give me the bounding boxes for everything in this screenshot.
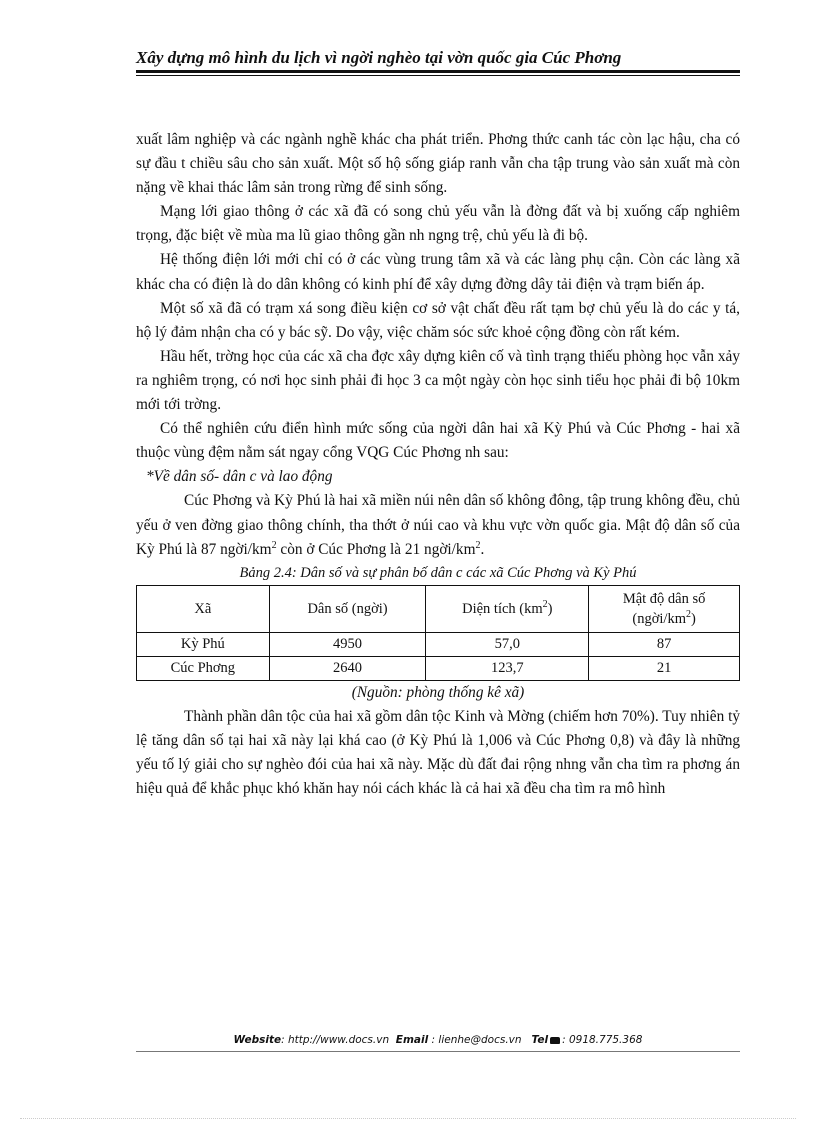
footer-tel-label: Tel bbox=[531, 1034, 549, 1046]
population-text-before: Cúc Phơng và Kỳ Phú là hai xã miền núi nên dân số không đông, tập trung không đều, chủ yếu ở ven đờng giao thông chính, tha thớt ở núi cao và khu vực vờn quốc gia. Mật độ dân số của Kỳ Phú là 87 ngời/km bbox=[136, 492, 740, 558]
subheading-population: *Về dân số- dân c và lao động bbox=[146, 468, 333, 486]
page-bottom-divider bbox=[20, 1118, 796, 1119]
table-row bbox=[137, 656, 740, 680]
table-header-dien-tich bbox=[426, 585, 589, 632]
cell-mat-do: 21 bbox=[589, 656, 740, 680]
cell-xa: Kỳ Phú bbox=[137, 632, 270, 656]
paragraph-population bbox=[136, 489, 740, 561]
mat-do-line2: (ngời/km bbox=[632, 610, 686, 627]
cell-dan-so: 2640 bbox=[269, 656, 426, 680]
dien-tich-close: ) bbox=[547, 600, 553, 617]
population-text-after: . bbox=[480, 540, 485, 558]
phone-icon bbox=[550, 1037, 560, 1044]
paragraph-3: Hệ thống điện lới mới chỉ có ở các vùng trung tâm xã và các làng phụ cận. Còn các làng xã khác cha có điện là do dân không có kinh phí để xây dựng đờng dây tải điện và trạm biến áp. bbox=[136, 251, 740, 293]
cell-dien-tich: 123,7 bbox=[426, 656, 589, 680]
population-text-middle: còn ở Cúc Phơng là 21 ngời/km bbox=[276, 540, 476, 558]
mat-do-sup: 2 bbox=[685, 608, 691, 620]
footer-email-link[interactable]: : lienhe@docs.vn bbox=[431, 1034, 522, 1046]
paragraph-closing: Thành phần dân tộc của hai xã gồm dân tộc Kinh và Mờng (chiếm hơn 70%). Tuy nhiên tỷ lệ tăng dân số tại hai xã này lại khá cao (ở Kỳ Phú là 1,006 và Cúc Phơng 0,8) và đây là những yếu tố lý giải cho sự nghèo đói của hai xã này. Mặc dù đất đai rộng nhng vẫn cha tìm ra phơng án hiệu quả để khắc phục khó khăn hay nói cách khác là cả hai xã đều cha tìm ra mô hình bbox=[136, 707, 740, 797]
footer-email-label: Email bbox=[395, 1034, 429, 1046]
population-sup-2: 2 bbox=[475, 539, 481, 551]
mat-do-close: ) bbox=[690, 610, 696, 627]
table-row bbox=[137, 632, 740, 656]
header-rule-thick bbox=[136, 70, 740, 73]
population-sup-1: 2 bbox=[271, 539, 277, 551]
mat-do-line1: Mật độ dân số bbox=[622, 590, 706, 607]
cell-dien-tich: 57,0 bbox=[426, 632, 589, 656]
footer-website-link[interactable]: : http://www.docs.vn bbox=[281, 1034, 390, 1046]
paragraph-4: Một số xã đã có trạm xá song điều kiện cơ sở vật chất đều rất tạm bợ chủ yếu là do các y tá, hộ lý đảm nhận cha có y bác sỹ. Do vậy, việc chăm sóc sức khoẻ cộng đồng còn rất kém. bbox=[136, 299, 740, 341]
dien-tich-sup: 2 bbox=[542, 598, 548, 610]
table-header-row bbox=[137, 585, 740, 632]
cell-xa: Cúc Phơng bbox=[137, 656, 270, 680]
paragraph-5: Hầu hết, trờng học của các xã cha đợc xây dựng kiên cố và tình trạng thiếu phòng học vẫn xảy ra nghiêm trọng, có nơi học sinh phải đi học 3 ca một ngày còn học sinh tiểu học phải đi bộ 10km mới tới trờng. bbox=[136, 347, 740, 414]
page-header bbox=[136, 48, 740, 76]
cell-mat-do: 87 bbox=[589, 632, 740, 656]
footer-tel-value: : 0918.775.368 bbox=[562, 1034, 643, 1046]
table-header-mat-do bbox=[589, 585, 740, 632]
table-caption: Bảng 2.4: Dân số và sự phân bố dân c các xã Cúc Phơng và Kỳ Phú bbox=[239, 564, 637, 581]
dien-tich-label: Diện tích (km bbox=[462, 600, 543, 617]
header-title: Xây dựng mô hình du lịch vì ngời nghèo tại vờn quốc gia Cúc Phơng bbox=[136, 48, 622, 67]
page-footer bbox=[136, 1034, 740, 1052]
table-source: (Nguồn: phòng thống kê xã) bbox=[351, 683, 525, 701]
population-table bbox=[136, 585, 740, 681]
paragraph-1: xuất lâm nghiệp và các ngành nghề khác cha phát triển. Phơng thức canh tác còn lạc hậu, cha có sự đầu t chiều sâu cho sản xuất. Một số hộ sống giáp ranh vẫn cha tập trung vào sản xuất mà còn nặng về khai thác lâm sản trong rừng để sinh sống. bbox=[136, 131, 740, 197]
cell-dan-so: 4950 bbox=[269, 632, 426, 656]
footer-text bbox=[136, 1034, 740, 1046]
paragraph-2: Mạng lới giao thông ở các xã đã có song chủ yếu vẫn là đờng đất và bị xuống cấp nghiêm trọng, đặc biệt về mùa ma lũ giao thông gần nh ngng trệ, chủ yếu là đi bộ. bbox=[136, 203, 740, 245]
table-header-dan-so: Dân số (ngời) bbox=[269, 585, 426, 632]
paragraph-6: Có thể nghiên cứu điển hình mức sống của ngời dân hai xã Kỳ Phú và Cúc Phơng - hai xã thuộc vùng đệm nằm sát ngay cổng VQG Cúc Phơng nh sau: bbox=[136, 420, 740, 462]
document-body bbox=[136, 128, 740, 801]
footer-rule bbox=[136, 1051, 740, 1052]
header-rule-thin bbox=[136, 75, 740, 76]
table-header-xa: Xã bbox=[137, 585, 270, 632]
footer-website-label: Website bbox=[233, 1034, 282, 1046]
